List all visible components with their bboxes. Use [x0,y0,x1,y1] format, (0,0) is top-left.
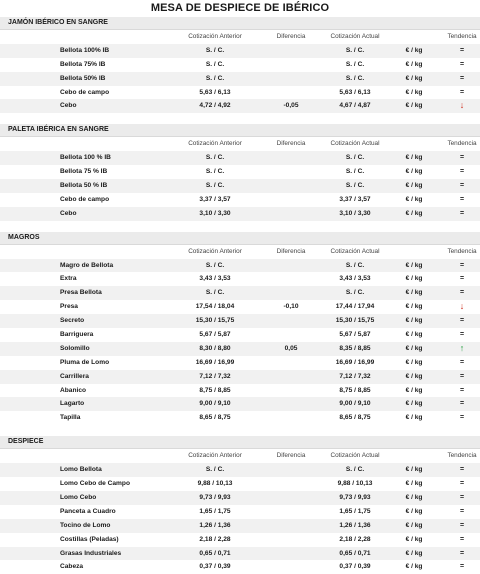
current-price: S. / C. [345,182,365,190]
previous-price: 5,63 / 6,13 [199,88,231,96]
trend-equal-icon: = [459,414,465,422]
price-unit: € / kg [405,303,423,311]
previous-price: 17,54 / 18,04 [195,303,235,311]
price-unit: € / kg [405,358,423,366]
column-header-trend: Tendencia [447,452,477,460]
current-price: 15,30 / 15,75 [335,317,375,325]
current-price: 3,43 / 3,53 [339,275,371,283]
table-row [0,411,480,425]
price-unit: € / kg [405,507,423,515]
trend-equal-icon: = [459,372,465,380]
previous-price: 8,30 / 8,80 [199,344,231,352]
current-price: 1,26 / 1,36 [339,521,371,529]
price-unit: € / kg [405,331,423,339]
previous-price: 1,65 / 1,75 [199,507,231,515]
product-name: Bellota 100% IB [60,46,110,54]
section-header: DESPIECE [0,436,480,449]
section-header: MAGROS [0,232,480,245]
product-name: Costillas (Peladas) [60,535,119,543]
product-name: Bellota 100 % IB [60,154,111,162]
current-price: 9,88 / 10,13 [337,480,373,488]
price-unit: € / kg [405,414,423,422]
previous-price: 9,73 / 9,93 [199,493,231,501]
product-name: Grasas Industriales [60,549,122,557]
product-name: Pluma de Lomo [60,358,110,366]
previous-price: 9,00 / 9,10 [199,400,231,408]
product-name: Cebo de campo [60,88,110,96]
table-row [0,272,480,286]
previous-price: 3,37 / 3,57 [199,195,231,203]
price-unit: € / kg [405,372,423,380]
product-name: Abanico [60,386,87,394]
trend-equal-icon: = [459,331,465,339]
price-table [0,17,480,574]
price-unit: € / kg [405,209,423,217]
trend-equal-icon: = [459,261,465,269]
column-header-trend: Tendencia [447,140,477,148]
product-name: Presa [60,303,78,311]
table-row [0,286,480,300]
table-row [0,151,480,165]
table-row [0,165,480,179]
product-name: Extra [60,275,77,283]
table-row [0,259,480,273]
trend-equal-icon: = [459,289,465,297]
product-name: Panceta a Cuadro [60,507,116,515]
trend-equal-icon: = [459,195,465,203]
price-unit: € / kg [405,182,423,190]
previous-price: 7,12 / 7,32 [199,372,231,380]
previous-price: 2,18 / 2,28 [199,535,231,543]
table-row [0,505,480,519]
table-row [0,328,480,342]
previous-price: 4,72 / 4,92 [199,102,231,110]
trend-equal-icon: = [459,549,465,557]
column-header-difference: Diferencia [276,452,306,460]
table-row [0,370,480,384]
column-header-row [0,30,480,44]
table-row [0,533,480,547]
column-header-difference: Diferencia [276,247,306,255]
previous-price: 16,69 / 16,99 [195,358,235,366]
table-row [0,58,480,72]
section-spacer [0,113,480,124]
trend-equal-icon: = [459,317,465,325]
product-name: Barriguera [60,331,94,339]
price-unit: € / kg [405,521,423,529]
trend-equal-icon: = [459,60,465,68]
price-unit: € / kg [405,289,423,297]
trend-up-arrow-icon: ↑ [459,342,465,353]
trend-equal-icon: = [459,400,465,408]
price-unit: € / kg [405,386,423,394]
current-price: 8,35 / 8,85 [339,344,371,352]
current-price: S. / C. [345,60,365,68]
previous-price: 5,67 / 5,87 [199,331,231,339]
table-row [0,560,480,574]
trend-equal-icon: = [459,46,465,54]
previous-price: 1,26 / 1,36 [199,521,231,529]
column-header-current: Cotización Actual [330,33,380,40]
previous-price: S. / C. [205,46,225,54]
column-header-previous: Cotización Anterior [188,33,242,40]
trend-equal-icon: = [459,521,465,529]
current-price: 9,00 / 9,10 [339,400,371,408]
product-name: Magro de Bellota [60,261,114,269]
price-difference: -0,05 [283,102,299,110]
trend-equal-icon: = [459,480,465,488]
column-header-difference: Diferencia [276,33,306,40]
price-unit: € / kg [405,46,423,54]
price-difference: -0,10 [283,303,299,311]
current-price: S. / C. [345,74,365,82]
price-unit: € / kg [405,102,423,110]
previous-price: 3,43 / 3,53 [199,275,231,283]
table-row [0,477,480,491]
section-header: PALETA IBÉRICA EN SANGRE [0,124,480,137]
current-price: 17,44 / 17,94 [335,303,375,311]
trend-equal-icon: = [459,493,465,501]
current-price: 1,65 / 1,75 [339,507,371,515]
trend-equal-icon: = [459,74,465,82]
column-header-trend: Tendencia [447,247,477,255]
product-name: Cebo [60,102,77,110]
current-price: S. / C. [345,168,365,176]
trend-equal-icon: = [459,358,465,366]
column-header-current: Cotización Actual [330,247,380,255]
current-price: 8,75 / 8,85 [339,386,371,394]
table-row [0,384,480,398]
previous-price: S. / C. [205,466,225,474]
table-row [0,207,480,221]
column-header-difference: Diferencia [276,140,306,148]
product-name: Secreto [60,317,85,325]
product-name: Lomo Cebo de Campo [60,480,130,488]
trend-equal-icon: = [459,466,465,474]
table-row [0,491,480,505]
column-header-previous: Cotización Anterior [188,247,242,255]
price-difference: 0,05 [284,344,298,352]
page-title: MESA DE DESPIECE DE IBÉRICO [150,2,330,14]
column-header-previous: Cotización Anterior [188,452,242,460]
table-row [0,314,480,328]
product-name: Carrillera [60,372,89,380]
previous-price: S. / C. [205,182,225,190]
current-price: 2,18 / 2,28 [339,535,371,543]
trend-equal-icon: = [459,88,465,96]
product-name: Lomo Cebo [60,493,97,501]
product-name: Tapilla [60,414,81,422]
price-unit: € / kg [405,154,423,162]
product-name: Bellota 75% IB [60,60,106,68]
current-price: 9,73 / 9,93 [339,493,371,501]
current-price: 8,65 / 8,75 [339,414,371,422]
trend-down-arrow-icon: ↓ [459,301,465,312]
previous-price: S. / C. [205,74,225,82]
column-header-previous: Cotización Anterior [188,140,242,148]
previous-price: S. / C. [205,154,225,162]
column-header-current: Cotización Actual [330,140,380,148]
trend-equal-icon: = [459,182,465,190]
price-unit: € / kg [405,493,423,501]
trend-equal-icon: = [459,386,465,394]
table-row [0,519,480,533]
product-name: Bellota 75 % IB [60,168,108,176]
price-unit: € / kg [405,400,423,408]
current-price: 3,37 / 3,57 [339,195,371,203]
product-name: Tocino de Lomo [60,521,111,529]
trend-equal-icon: = [459,209,465,217]
table-row [0,193,480,207]
product-name: Bellota 50% IB [60,74,106,82]
column-header-current: Cotización Actual [330,452,380,460]
current-price: S. / C. [345,466,365,474]
price-unit: € / kg [405,480,423,488]
column-header-row [0,137,480,151]
trend-equal-icon: = [459,154,465,162]
previous-price: 9,88 / 10,13 [197,480,233,488]
table-row [0,356,480,370]
previous-price: S. / C. [205,168,225,176]
price-unit: € / kg [405,60,423,68]
trend-equal-icon: = [459,275,465,283]
previous-price: S. / C. [205,60,225,68]
trend-equal-icon: = [459,168,465,176]
price-unit: € / kg [405,317,423,325]
trend-down-arrow-icon: ↓ [459,100,465,111]
table-row [0,300,480,314]
previous-price: 3,10 / 3,30 [199,209,231,217]
previous-price: 8,65 / 8,75 [199,414,231,422]
current-price: 4,67 / 4,87 [339,102,371,110]
product-name: Lagarto [60,400,85,408]
product-name: Cabeza [60,563,84,571]
current-price: 0,65 / 0,71 [339,549,371,557]
current-price: S. / C. [345,261,365,269]
table-row [0,72,480,86]
previous-price: S. / C. [205,289,225,297]
previous-price: S. / C. [205,261,225,269]
trend-equal-icon: = [459,563,465,571]
current-price: S. / C. [345,289,365,297]
table-row [0,99,480,113]
current-price: S. / C. [345,154,365,162]
current-price: 7,12 / 7,32 [339,372,371,380]
previous-price: 8,75 / 8,85 [199,386,231,394]
table-row [0,397,480,411]
product-name: Lomo Bellota [60,466,102,474]
current-price: 16,69 / 16,99 [335,358,375,366]
price-unit: € / kg [405,195,423,203]
trend-equal-icon: = [459,535,465,543]
table-row [0,463,480,477]
table-row [0,86,480,100]
section-spacer [0,221,480,232]
table-row [0,547,480,561]
column-header-row [0,245,480,259]
product-name: Presa Bellota [60,289,102,297]
trend-equal-icon: = [459,507,465,515]
previous-price: 15,30 / 15,75 [195,317,235,325]
column-header-trend: Tendencia [447,33,477,40]
current-price: 5,63 / 6,13 [339,88,371,96]
price-unit: € / kg [405,535,423,543]
current-price: S. / C. [345,46,365,54]
price-unit: € / kg [405,344,423,352]
current-price: 0,37 / 0,39 [339,563,371,571]
price-unit: € / kg [405,563,423,571]
table-row [0,342,480,356]
current-price: 5,67 / 5,87 [339,331,371,339]
section-header: JAMÓN IBÉRICO EN SANGRE [0,17,480,30]
product-name: Bellota 50 % IB [60,182,108,190]
previous-price: 0,65 / 0,71 [199,549,231,557]
price-unit: € / kg [405,74,423,82]
table-row [0,44,480,58]
price-unit: € / kg [405,549,423,557]
price-unit: € / kg [405,275,423,283]
section-spacer [0,425,480,436]
price-unit: € / kg [405,466,423,474]
price-unit: € / kg [405,168,423,176]
current-price: 3,10 / 3,30 [339,209,371,217]
table-row [0,179,480,193]
product-name: Cebo de campo [60,195,110,203]
product-name: Solomillo [60,344,90,352]
column-header-row [0,449,480,463]
price-unit: € / kg [405,88,423,96]
product-name: Cebo [60,209,77,217]
price-unit: € / kg [405,261,423,269]
previous-price: 0,37 / 0,39 [199,563,231,571]
